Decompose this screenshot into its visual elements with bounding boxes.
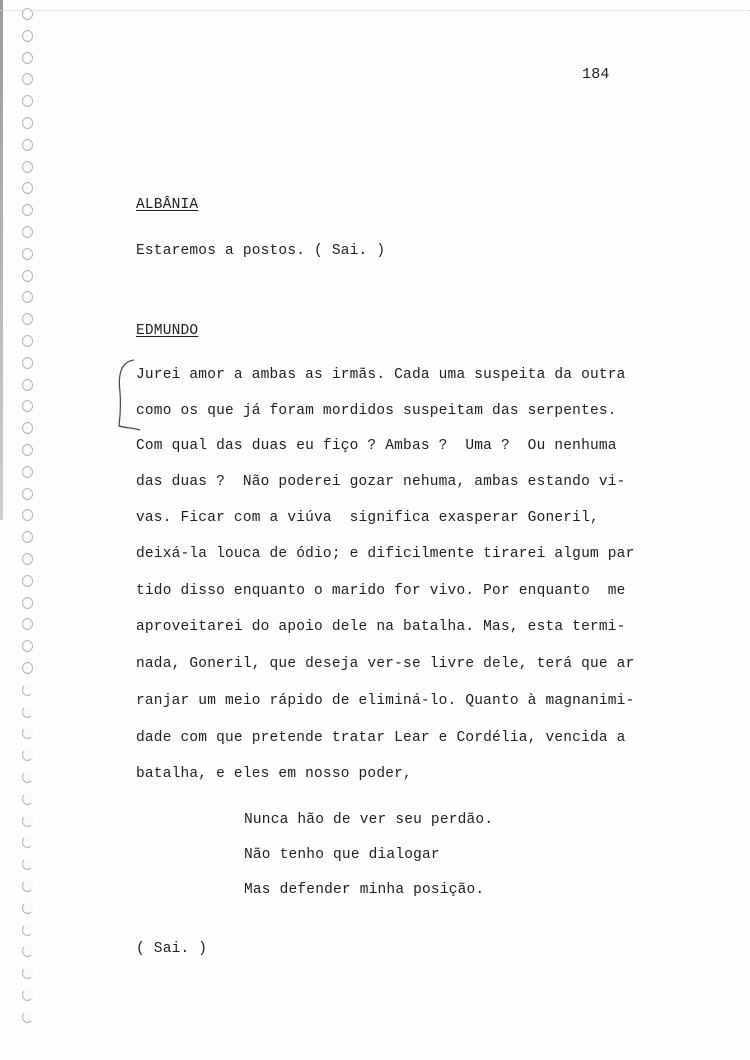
binder-hole: [22, 509, 33, 521]
edmundo-line: vas. Ficar com a viúva significa exasperar Goneril,: [136, 510, 599, 526]
edmundo-line: tido disso enquanto o marido for vivo. Por enquanto me: [136, 583, 626, 599]
binder-hole: [22, 291, 33, 303]
verse-line: Mas defender minha posição.: [244, 882, 485, 898]
binder-hole: [22, 30, 33, 42]
page-number: 184: [582, 66, 610, 83]
binder-hole: [22, 967, 33, 979]
edmundo-line: nada, Goneril, que deseja ver-se livre dele, terá que ar: [136, 656, 635, 672]
edmundo-line: batalha, e eles em nosso poder,: [136, 766, 412, 782]
binder-hole: [22, 270, 33, 282]
binder-hole: [22, 139, 33, 151]
binder-hole: [22, 618, 33, 630]
binder-hole: [22, 771, 33, 783]
verse-line: Nunca hão de ver seu perdão.: [244, 812, 494, 828]
edmundo-line: como os que já foram mordidos suspeitam das serpentes.: [136, 403, 617, 419]
binder-hole: [22, 575, 33, 587]
binder-hole: [22, 488, 33, 500]
binder-hole: [22, 226, 33, 238]
top-edge: [0, 10, 750, 11]
binder-hole: [22, 727, 33, 739]
binder-hole: [22, 248, 33, 260]
binder-hole: [22, 1011, 33, 1023]
binder-hole: [22, 335, 33, 347]
edmundo-line: aproveitarei do apoio dele na batalha. Mas, esta termi-: [136, 619, 626, 635]
binder-hole: [22, 357, 33, 369]
binder-hole: [22, 880, 33, 892]
binder-hole: [22, 706, 33, 718]
binder-hole: [22, 313, 33, 325]
binder-hole: [22, 444, 33, 456]
binder-hole: [22, 466, 33, 478]
binder-hole: [22, 858, 33, 870]
binder-hole: [22, 400, 33, 412]
binder-hole: [22, 422, 33, 434]
binder-hole: [22, 989, 33, 1001]
binder-hole: [22, 553, 33, 565]
binder-hole: [22, 73, 33, 85]
edmundo-line: das duas ? Não poderei gozar nehuma, ambas estando vi-: [136, 474, 626, 490]
binder-hole: [22, 204, 33, 216]
binding-edge: [0, 0, 3, 520]
binder-hole: [22, 531, 33, 543]
speaker-albania: ALBÂNIA: [136, 197, 199, 213]
binder-hole: [22, 924, 33, 936]
binder-hole: [22, 815, 33, 827]
binder-hole: [22, 945, 33, 957]
edmundo-line: ranjar um meio rápido de eliminá-lo. Quanto à magnanimi-: [136, 693, 635, 709]
edmundo-line: Com qual das duas eu fiço ? Ambas ? Uma ? Ou nenhuma: [136, 438, 617, 454]
speaker-edmundo: EDMUNDO: [136, 323, 199, 339]
binder-hole: [22, 95, 33, 107]
binder-hole: [22, 379, 33, 391]
binder-hole: [22, 640, 33, 652]
edmundo-line: dade com que pretende tratar Lear e Cordélia, vencida a: [136, 730, 626, 746]
binder-hole: [22, 793, 33, 805]
binder-holes: [22, 8, 38, 1038]
binder-hole: [22, 597, 33, 609]
binder-hole: [22, 749, 33, 761]
verse-line: Não tenho que dialogar: [244, 847, 440, 863]
binder-hole: [22, 902, 33, 914]
binder-hole: [22, 836, 33, 848]
binder-hole: [22, 161, 33, 173]
binder-hole: [22, 52, 33, 64]
binder-hole: [22, 8, 33, 20]
binder-hole: [22, 662, 33, 674]
binder-hole: [22, 182, 33, 194]
edmundo-line: Jurei amor a ambas as irmãs. Cada uma suspeita da outra: [136, 367, 626, 383]
stage-direction: ( Sai. ): [136, 941, 208, 957]
edmundo-line: deixá-la louca de ódio; e dificilmente tirarei algum par: [136, 546, 635, 562]
binder-hole: [22, 117, 33, 129]
binder-hole: [22, 684, 33, 696]
albania-line: Estaremos a postos. ( Sai. ): [136, 243, 386, 259]
